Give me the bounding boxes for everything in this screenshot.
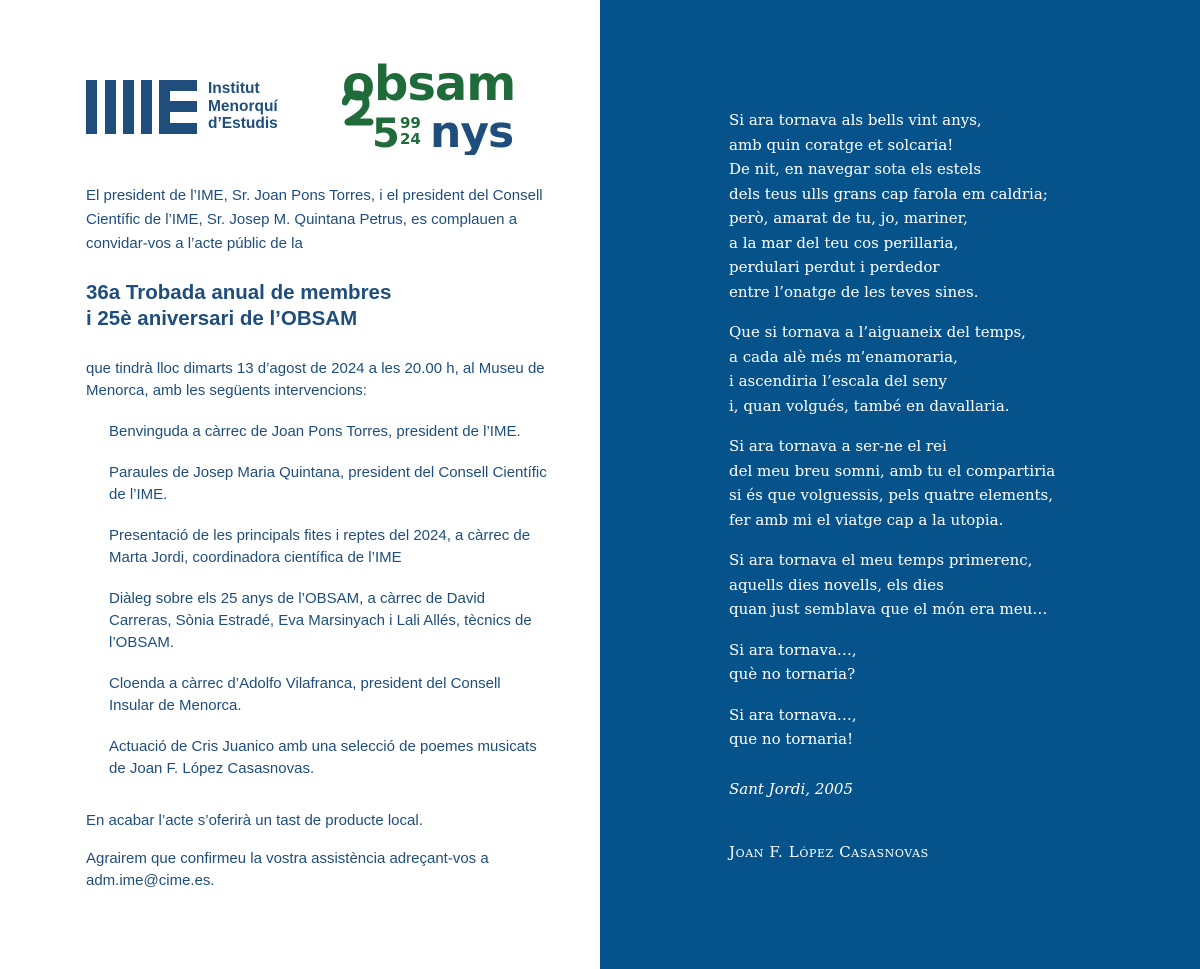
event-details: que tindrà lloc dimarts 13 d’agost de 2024 a les 20.00 h, al Museu de Menorca, amb les següents intervencions: <box>86 360 545 399</box>
poem-line: Si ara tornava…, <box>729 705 857 724</box>
closing-refreshments: En acabar l’acte s’oferirà un tast de producte local. <box>86 812 423 829</box>
poem-line: que no tornaria! <box>729 730 854 748</box>
obsam-year-bottom: 24 <box>400 130 421 148</box>
obsam-suffix: nys <box>430 107 514 155</box>
poem-author: Joan F. López Casasnovas <box>729 843 929 861</box>
obsam-wordmark: obsam <box>342 60 516 112</box>
ime-logo-line3: d’Estudis <box>208 115 278 132</box>
poem-line: què no tornaria? <box>729 665 856 683</box>
ime-logo <box>86 80 286 140</box>
program-item: Benvinguda a càrrec de Joan Pons Torres, president de l’IME. <box>109 423 521 440</box>
poem-stanza <box>729 434 1179 532</box>
poem-panel <box>600 0 1200 969</box>
program-item: Actuació de Cris Juanico amb una selecció de poemes musicats de Joan F. López Casasnovas. <box>109 738 537 777</box>
poem-line: a la mar del teu cos perillaria, <box>729 233 959 252</box>
program-item: Presentació de les principals fites i reptes del 2024, a càrrec de Marta Jordi, coordinadora científica de l’IME <box>109 527 531 566</box>
event-title-line1: 36a Trobada anual de membres <box>86 281 392 304</box>
poem-line: a cada alè més m’enamoraria, <box>729 347 958 366</box>
ime-logo-line1: Institut <box>208 80 260 97</box>
closing-rsvp: Agrairem que confirmeu la vostra assistència adreçant-vos a adm.ime@cime.es. <box>86 850 489 889</box>
poem <box>729 108 1179 768</box>
poem-line: i ascendiria l’escala del seny <box>729 372 947 390</box>
poem-stanza <box>729 548 1179 622</box>
poem-line: aquells dies novells, els dies <box>729 575 944 594</box>
poem-stanza <box>729 320 1179 418</box>
event-title-line2: i 25è aniversari de l’OBSAM <box>86 307 358 330</box>
obsam-25-anys-icon <box>342 60 522 155</box>
intro-text: El president de l’IME, Sr. Joan Pons Torres, i el president del Consell Científic de l’IME, Sr. Josep M. Quintana Petrus, es complauen a convidar-vos a l’acte públic de la <box>86 187 543 252</box>
poem-line: Si ara tornava…, <box>729 640 857 659</box>
obsam-logo <box>342 60 522 155</box>
poem-line: dels teus ulls grans cap farola em caldria; <box>729 184 1048 203</box>
ime-logo-text <box>208 80 278 133</box>
program-item: Cloenda a càrrec d’Adolfo Vilafranca, president del Consell Insular de Menorca. <box>109 675 501 714</box>
poem-line: i, quan volgués, també en davallaria. <box>729 396 1010 415</box>
poem-line: quan just semblava que el món era meu… <box>729 600 1048 618</box>
obsam-number: 5 <box>372 111 400 155</box>
poem-line: del meu breu somni, amb tu el compartiria <box>729 461 1056 480</box>
poem-line: fer amb mi el viatge cap a la utopia. <box>729 510 1004 529</box>
poem-line: amb quin coratge et solcaria! <box>729 135 954 154</box>
poem-line: Que si tornava a l’aiguaneix del temps, <box>729 323 1026 341</box>
poem-stanza <box>729 638 1179 687</box>
poem-line: perdulari perdut i perdedor <box>729 258 940 276</box>
poem-line: De nit, en navegar sota els estels <box>729 160 982 178</box>
obsam-year-top: 99 <box>400 114 421 132</box>
poem-stanza <box>729 703 1179 752</box>
poem-line: però, amarat de tu, jo, mariner, <box>729 209 968 227</box>
poem-place-date: Sant Jordi, 2005 <box>729 780 853 798</box>
poem-line: entre l’onatge de les teves sines. <box>729 282 979 301</box>
event-title <box>86 280 556 332</box>
program-item: Diàleg sobre els 25 anys de l’OBSAM, a càrrec de David Carreras, Sònia Estradé, Eva Marsinyach i Lali Allés, tècnics de l’OBSAM. <box>109 590 532 651</box>
ime-logo-mark-icon <box>86 80 198 134</box>
ime-logo-line2: Menorquí <box>208 97 278 115</box>
program-item: Paraules de Josep Maria Quintana, president del Consell Científic de l’IME. <box>109 464 547 503</box>
poem-line: Si ara tornava als bells vint anys, <box>729 111 982 129</box>
poem-line: Si ara tornava el meu temps primerenc, <box>729 551 1033 569</box>
poem-line: si és que volguessis, pels quatre elements, <box>729 486 1053 504</box>
poem-line: Si ara tornava a ser-ne el rei <box>729 437 947 455</box>
program-list <box>109 421 549 799</box>
poem-stanza <box>729 108 1179 304</box>
